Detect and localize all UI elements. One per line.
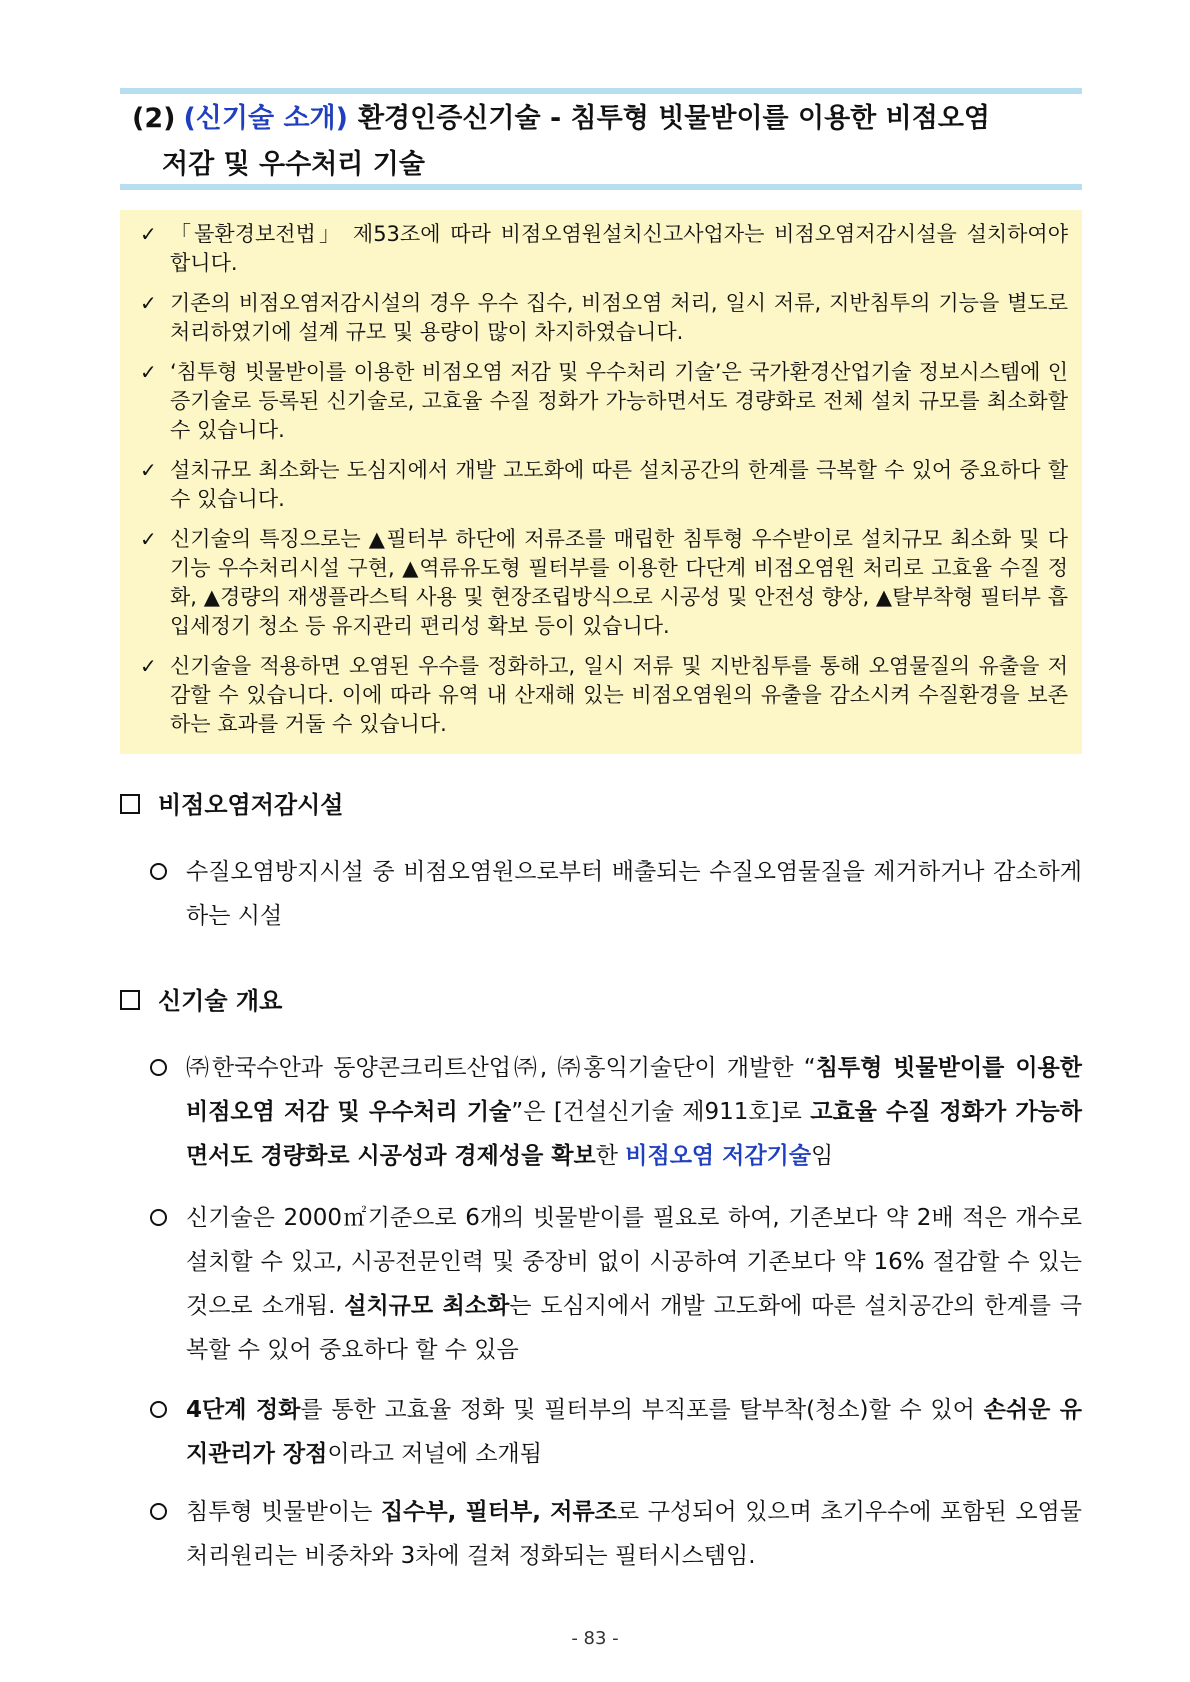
summary-item: ✓ 「물환경보전법」 제53조에 따라 비점오염원설치신고사업자는 비점오염저감시설을 설치하여야 합니다. [140, 222, 1068, 275]
section-heading-tech-overview: 신기술 개요 [120, 984, 282, 1018]
checkmark-icon: ✓ [140, 222, 157, 246]
checkmark-icon: ✓ [140, 458, 157, 482]
circle-icon [150, 1209, 167, 1226]
overview-paragraph-4: 침투형 빗물받이는 집수부, 필터부, 저류조로 구성되어 있으며 초기우수에 포함된 오염물 처리원리는 비중차와 3차에 걸쳐 정화되는 필터시스템임. [150, 1490, 1082, 1578]
checkmark-icon: ✓ [140, 291, 157, 315]
summary-item: ✓ 설치규모 최소화는 도심지에서 개발 고도화에 따른 설치공간의 한계를 극복할 수 있어 중요하다 할 수 있습니다. [140, 458, 1068, 511]
circle-icon [150, 1503, 167, 1520]
title-line2: 저감 및 우수처리 기술 [162, 149, 425, 180]
title-intro: (신기술 소개) [183, 103, 348, 134]
circle-icon [150, 1059, 167, 1076]
title-rule-bottom [120, 184, 1082, 190]
page-title [132, 96, 1078, 188]
checkmark-icon: ✓ [140, 654, 157, 678]
summary-item: ✓ ‘침투형 빗물받이를 이용한 비점오염 저감 및 우수처리 기술’은 국가환경산업기술 정보시스템에 인증기술로 등록된 신기술로, 고효율 수질 정화가 가능하면서도 경량화로 전체 설치 규모를 최소화할 수 있습니다. [140, 360, 1068, 442]
section-heading-nonpoint-facility: 비점오염저감시설 [120, 788, 343, 822]
highlight-term: 비점오염 저감기술 [625, 1143, 812, 1169]
title-line1: 환경인증신기술 - 침투형 빗물받이를 이용한 비점오염 [357, 103, 990, 134]
overview-paragraph-3: 4단계 정화를 통한 고효율 정화 및 필터부의 부직포를 탈부착(청소)할 수 있어 손쉬운 유지관리가 장점이라고 저널에 소개됨 [150, 1388, 1082, 1476]
summary-item: ✓ 신기술을 적용하면 오염된 우수를 정화하고, 일시 저류 및 지반침투를 통해 오염물질의 유출을 저감할 수 있습니다. 이에 따라 유역 내 산재해 있는 비점오염원의 유출을 감소시켜 수질환경을 보존하는 효과를 거둘 수 있습니다. [140, 654, 1068, 736]
overview-paragraph-1: ㈜한국수안과 동양콘크리트산업㈜, ㈜홍익기술단이 개발한 “침투형 빗물받이를 이용한 비점오염 저감 및 우수처리 기술”은 [건설신기술 제911호]로 고효율 수질 정화가 가능하면서도 경량화로 시공성과 경제성을 확보한 비점오염 저감기술임 [150, 1046, 1082, 1178]
circle-icon [150, 863, 167, 880]
checkmark-icon: ✓ [140, 527, 157, 551]
square-icon [120, 990, 140, 1010]
page-number: - 83 - [571, 1628, 619, 1649]
summary-item: ✓ 기존의 비점오염저감시설의 경우 우수 집수, 비점오염 처리, 일시 저류, 지반침투의 기능을 별도로 처리하였기에 설계 규모 및 용량이 많이 차지하였습니다. [140, 291, 1068, 344]
section1-paragraph: 수질오염방지시설 중 비점오염원으로부터 배출되는 수질오염물질을 제거하거나 감소하게 하는 시설 [150, 850, 1082, 938]
summary-item: ✓ 신기술의 특징으로는 ▲필터부 하단에 저류조를 매립한 침투형 우수받이로 설치규모 최소화 및 다기능 우수처리시설 구현, ▲역류유도형 필터부를 이용한 다단계 비점오염원 처리로 고효율 수질 정화, ▲경량의 재생플라스틱 사용 및 현장조립방식으로 시공성 및 안전성 향상, ▲탈부착형 필터부 흡입세정기 청소 등 유지관리 편리성 확보 등이 있습니다. [140, 527, 1068, 638]
circle-icon [150, 1401, 167, 1418]
title-rule-top [120, 88, 1082, 94]
title-number: (2) [132, 103, 176, 134]
overview-paragraph-2: 신기술은 2000㎡기준으로 6개의 빗물받이를 필요로 하여, 기존보다 약 2배 적은 개수로 설치할 수 있고, 시공전문인력 및 중장비 없이 시공하여 기존보다 약 16% 절감할 수 있는 것으로 소개됨. 설치규모 최소화는 도심지에서 개발 고도화에 따른 설치공간의 한계를 극복할 수 있어 중요하다 할 수 있음 [150, 1196, 1082, 1372]
square-icon [120, 794, 140, 814]
summary-box [120, 210, 1082, 754]
checkmark-icon: ✓ [140, 360, 157, 384]
